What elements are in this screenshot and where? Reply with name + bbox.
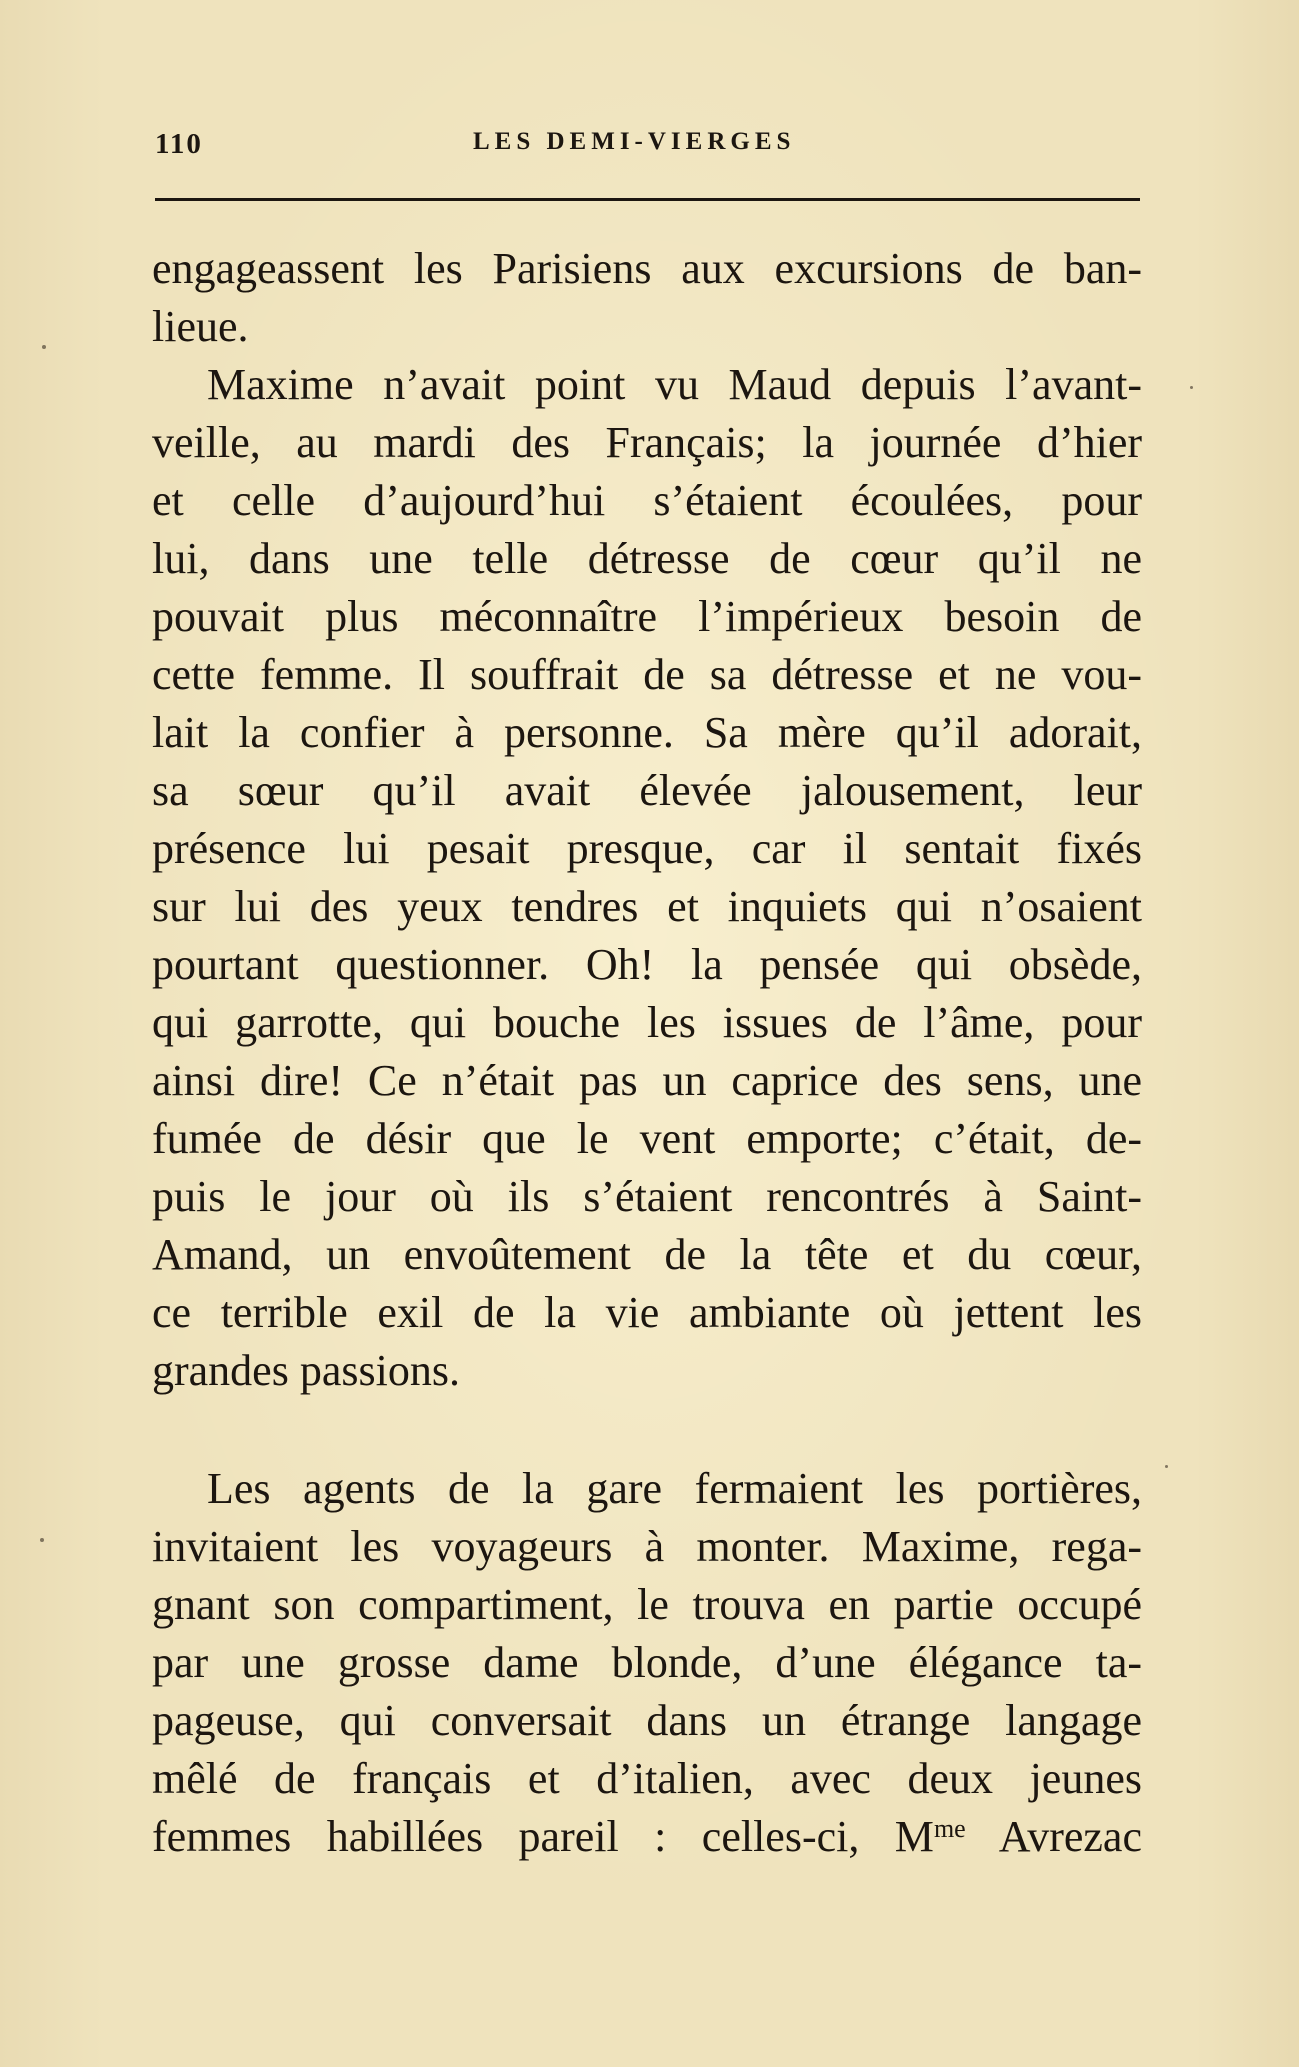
text-line: lait la confier à personne. Sa mère qu’il adorait, bbox=[152, 708, 1142, 757]
paper-speck bbox=[42, 345, 46, 349]
text-line: grandes passions. bbox=[152, 1346, 460, 1395]
text-line: sa sœur qu’il avait élevée jalousement, leur bbox=[152, 766, 1142, 815]
section-break bbox=[152, 1400, 1142, 1460]
text-line: pouvait plus méconnaître l’impérieux besoin de bbox=[152, 592, 1142, 641]
text-line: ce terrible exil de la vie ambiante où jettent les bbox=[152, 1288, 1142, 1337]
text-line: lui, dans une telle détresse de cœur qu’il ne bbox=[152, 534, 1142, 583]
body-text bbox=[152, 240, 1142, 1866]
text-fragment: femmes habillées pareil : celles-ci, M bbox=[152, 1812, 934, 1861]
text-line-last bbox=[152, 1808, 1142, 1866]
text-line: veille, au mardi des Français; la journée d’hier bbox=[152, 418, 1142, 467]
text-line: puis le jour où ils s’étaient rencontrés à Saint- bbox=[152, 1172, 1142, 1221]
text-line: qui garrotte, qui bouche les issues de l’âme, pour bbox=[152, 998, 1142, 1047]
text-line: et celle d’aujourd’hui s’étaient écoulées, pour bbox=[152, 476, 1142, 525]
paper-speck bbox=[1165, 1465, 1168, 1468]
text-line: gnant son compartiment, le trouva en partie occupé bbox=[152, 1580, 1142, 1629]
text-line: engageassent les Parisiens aux excursions de ban- bbox=[152, 244, 1142, 293]
paper-speck bbox=[40, 1538, 44, 1542]
text-line: lieue. bbox=[152, 302, 249, 351]
running-title: LES DEMI-VIERGES bbox=[473, 128, 796, 155]
text-line: mêlé de français et d’italien, avec deux jeunes bbox=[152, 1754, 1142, 1803]
text-line: ainsi dire! Ce n’était pas un caprice des sens, une bbox=[152, 1056, 1142, 1105]
text-line: par une grosse dame blonde, d’une élégance ta- bbox=[152, 1638, 1142, 1687]
paper-speck bbox=[1190, 386, 1193, 389]
text-line: sur lui des yeux tendres et inquiets qui n’osaient bbox=[152, 882, 1142, 931]
superscript: me bbox=[933, 1814, 966, 1843]
header-rule bbox=[155, 198, 1140, 201]
text-line: invitaient les voyageurs à monter. Maxime, rega- bbox=[152, 1522, 1142, 1571]
text-line: cette femme. Il souffrait de sa détresse et ne vou- bbox=[152, 650, 1142, 699]
text-line: pageuse, qui conversait dans un étrange langage bbox=[152, 1696, 1142, 1745]
text-line: pourtant questionner. Oh! la pensée qui obsède, bbox=[152, 940, 1142, 989]
running-head bbox=[155, 128, 1140, 168]
text-line: présence lui pesait presque, car il sentait fixés bbox=[152, 824, 1142, 873]
text-fragment: Avrezac bbox=[965, 1812, 1142, 1861]
text-line: Maxime n’avait point vu Maud depuis l’avant- bbox=[207, 360, 1142, 409]
page-number: 110 bbox=[155, 128, 203, 160]
text-line: fumée de désir que le vent emporte; c’était, de- bbox=[152, 1114, 1142, 1163]
text-line: Les agents de la gare fermaient les portières, bbox=[207, 1464, 1142, 1513]
text-line: Amand, un envoûtement de la tête et du cœur, bbox=[152, 1230, 1142, 1279]
